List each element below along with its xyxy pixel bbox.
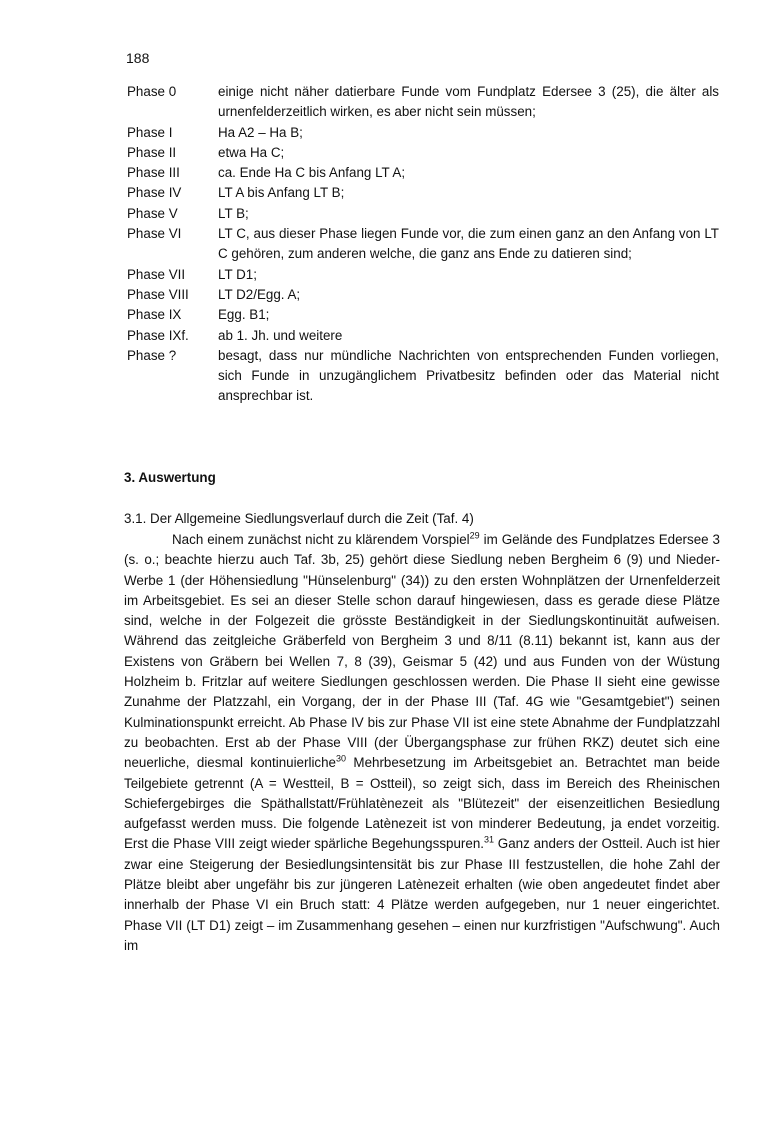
phase-description: besagt, dass nur mündliche Nachrichten von entsprechenden Funden vorliegen, sich Funde in unzugänglichem Privatbesitz befinden oder das Material nicht ansprechbar ist. xyxy=(218,347,719,404)
phase-description: LT A bis Anfang LT B; xyxy=(218,185,345,201)
phase-row xyxy=(127,285,719,305)
phase-description: LT D2/Egg. A; xyxy=(218,286,301,302)
phase-row xyxy=(127,224,719,265)
phase-row xyxy=(127,204,719,224)
footnote-marker: 30 xyxy=(336,753,347,764)
phase-label: Phase IX xyxy=(127,307,182,323)
paragraph-text: im Gelände des Fundplatzes Edersee 3 (s. o.; beachte hierzu auch Taf. 3b, 25) gehört diese Siedlung neben Bergheim 6 (9) und Nieder-Werbe 1 (der Höhensiedlung "Hünselenburg" (34)) zu den ersten Wohnplätzen der Urnenfelderzeit im Arbeitsgebiet. Es sei an dieser Stelle schon darauf hingewiesen, dass es gerade diese Plätze sind, welche in der Folgezeit die grösste Beständigkeit in der Siedlungskontinuität aufweisen. Während das zeitgleiche Gräberfeld von Bergheim 3 und 8/11 (8.11) bekannt ist, kann aus der Existens von Gräbern bei Wellen 7, 8 (39), Geismar 5 (42) und aus Funden von der Wüstung Holzheim b. Fritzlar auf weitere Siedlungen geschlossen werden. Die Phase II sieht eine gewisse Zunahme der Platzzahl, ein Vorgang, der in der Phase III (Taf. 4G wie "Gesamtgebiet") seinen Kulminationspunkt erreicht. Ab Phase IV bis zur Phase VII ist eine stete Abnahme der Fundplatzzahl zu beobachten. Erst ab der Phase VIII (der Übergangsphase zur frühen RKZ) deutet sich eine neuerliche, diesmal kontinuierliche xyxy=(124,532,720,771)
footnote-marker: 31 xyxy=(484,834,495,845)
phase-description: LT D1; xyxy=(218,266,257,282)
phase-row xyxy=(127,183,719,203)
phase-label: Phase IV xyxy=(127,185,182,201)
paragraph-text: Ganz anders der Ostteil. Auch ist hier zwar eine Steigerung der Besiedlungsintensität bis zur Phase III festzustellen, die hohe Zahl der Plätze bleibt aber ungefähr bis zur jüngeren Latènezeit erhalten (wie oben angedeutet findet aber innerhalb der Phase VI ein Bruch statt: 4 Plätze werden aufgegeben, nur 1 neuer eingerichtet. Phase VII (LT D1) zeigt – im Zusammenhang gesehen – einen nur kurzfristigen "Aufschwung". Auch im xyxy=(124,836,720,953)
phase-row xyxy=(127,123,719,143)
phase-row xyxy=(127,143,719,163)
phase-list xyxy=(127,82,719,407)
phase-row xyxy=(127,82,719,123)
phase-row xyxy=(127,326,719,346)
phase-description: Egg. B1; xyxy=(218,307,270,323)
phase-label: Phase VIII xyxy=(127,286,189,302)
phase-label: Phase IXf. xyxy=(127,327,189,343)
paragraph-text: Nach einem zunächst nicht zu klärendem Vorspiel xyxy=(172,532,470,547)
phase-row xyxy=(127,346,719,407)
phase-label: Phase I xyxy=(127,124,173,140)
phase-description: ca. Ende Ha C bis Anfang LT A; xyxy=(218,165,406,181)
phase-description: ab 1. Jh. und weitere xyxy=(218,327,343,343)
body-paragraph xyxy=(124,530,720,956)
phase-label: Phase VI xyxy=(127,226,182,242)
phase-label: Phase V xyxy=(127,205,178,221)
phase-description: einige nicht näher datierbare Funde vom Fundplatz Edersee 3 (25), die älter als urnenfelderzeitlich wirken, es aber nicht sein müssen; xyxy=(218,84,719,120)
phase-description: LT C, aus dieser Phase liegen Funde vor, die zum einen ganz an den Anfang von LT C gehören, zum anderen welche, die ganz ans Ende zu datieren sind; xyxy=(218,226,719,262)
page-number: 188 xyxy=(126,50,150,66)
subsection-heading: 3.1. Der Allgemeine Siedlungsverlauf durch die Zeit (Taf. 4) xyxy=(124,511,474,526)
phase-label: Phase II xyxy=(127,144,177,160)
phase-description: LT B; xyxy=(218,205,249,221)
phase-label: Phase ? xyxy=(127,347,177,363)
phase-label: Phase III xyxy=(127,165,180,181)
footnote-marker: 29 xyxy=(469,530,480,541)
phase-label: Phase VII xyxy=(127,266,186,282)
phase-description: etwa Ha C; xyxy=(218,144,285,160)
phase-row xyxy=(127,265,719,285)
phase-row xyxy=(127,305,719,325)
paragraph-text: Mehrbesetzung im Arbeitsgebiet an. Betrachtet man beide Teilgebiete getrennt (A = Westteil, B = Ostteil), so zeigt sich, dass im Bereich des Rheinischen Schiefergebirges die Späthallstatt/Frühlatènezeit als "Blütezeit" der eisenzeitlichen Besiedlung aufgefasst werden muss. Die folgende Latènezeit ist von minderer Bedeutung, ja endet vorzeitig. Erst die Phase VIII zeigt wieder spärliche Begehungsspuren. xyxy=(124,755,720,852)
phase-label: Phase 0 xyxy=(127,84,177,99)
phase-description: Ha A2 – Ha B; xyxy=(218,124,303,140)
section-heading: 3. Auswertung xyxy=(124,470,216,485)
phase-row xyxy=(127,163,719,183)
